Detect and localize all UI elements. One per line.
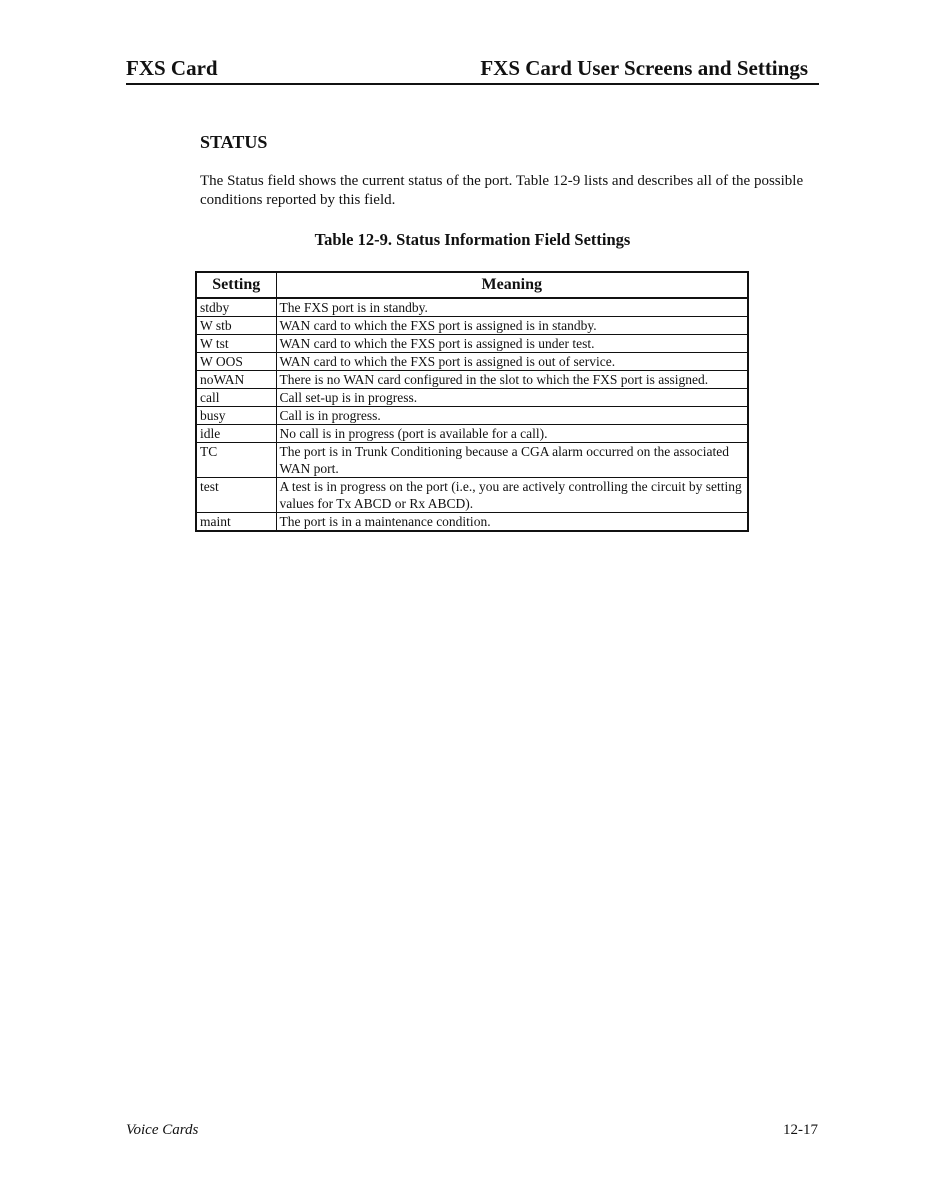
column-header-meaning: Meaning bbox=[276, 272, 748, 298]
section-title: STATUS bbox=[200, 132, 268, 152]
table-caption: Table 12-9. Status Information Field Settings bbox=[314, 230, 631, 249]
meaning-cell: WAN card to which the FXS port is assigned is out of service. bbox=[276, 353, 748, 371]
meaning-cell: The FXS port is in standby. bbox=[276, 298, 748, 317]
setting-cell: idle bbox=[196, 425, 276, 443]
table-row bbox=[196, 407, 748, 425]
status-settings-table bbox=[195, 271, 749, 532]
page-number: 12-17 bbox=[783, 1122, 818, 1138]
table-row bbox=[196, 425, 748, 443]
setting-cell: test bbox=[196, 478, 276, 513]
table-row bbox=[196, 317, 748, 335]
meaning-cell: The port is in a maintenance condition. bbox=[276, 513, 748, 532]
table-row bbox=[196, 443, 748, 478]
setting-cell: busy bbox=[196, 407, 276, 425]
header-divider bbox=[126, 83, 819, 85]
column-header-setting: Setting bbox=[196, 272, 276, 298]
setting-cell: call bbox=[196, 389, 276, 407]
meaning-cell: WAN card to which the FXS port is assigned is under test. bbox=[276, 335, 748, 353]
setting-cell: noWAN bbox=[196, 371, 276, 389]
running-header-section: FXS Card User Screens and Settings bbox=[480, 56, 808, 80]
meaning-cell: There is no WAN card configured in the slot to which the FXS port is assigned. bbox=[276, 371, 748, 389]
setting-cell: TC bbox=[196, 443, 276, 478]
running-footer-book: Voice Cards bbox=[126, 1122, 199, 1138]
table-row bbox=[196, 335, 748, 353]
setting-cell: stdby bbox=[196, 298, 276, 317]
table-row bbox=[196, 478, 748, 513]
table-row bbox=[196, 389, 748, 407]
running-header-chapter: FXS Card bbox=[126, 56, 218, 80]
meaning-cell: Call set-up is in progress. bbox=[276, 389, 748, 407]
table-row bbox=[196, 513, 748, 532]
meaning-cell: WAN card to which the FXS port is assigned is in standby. bbox=[276, 317, 748, 335]
setting-cell: W OOS bbox=[196, 353, 276, 371]
meaning-cell: No call is in progress (port is available for a call). bbox=[276, 425, 748, 443]
setting-cell: maint bbox=[196, 513, 276, 532]
intro-paragraph: The Status field shows the current status of the port. Table 12-9 lists and describes all of the possible conditions reported by this field. bbox=[200, 173, 804, 208]
meaning-cell: A test is in progress on the port (i.e., you are actively controlling the circuit by setting values for Tx ABCD or Rx ABCD). bbox=[276, 478, 748, 513]
table-row bbox=[196, 371, 748, 389]
meaning-cell: The port is in Trunk Conditioning because a CGA alarm occurred on the associated WAN port. bbox=[276, 443, 748, 478]
table-row bbox=[196, 298, 748, 317]
table-row bbox=[196, 353, 748, 371]
setting-cell: W tst bbox=[196, 335, 276, 353]
meaning-cell: Call is in progress. bbox=[276, 407, 748, 425]
table-header-row bbox=[196, 272, 748, 298]
setting-cell: W stb bbox=[196, 317, 276, 335]
